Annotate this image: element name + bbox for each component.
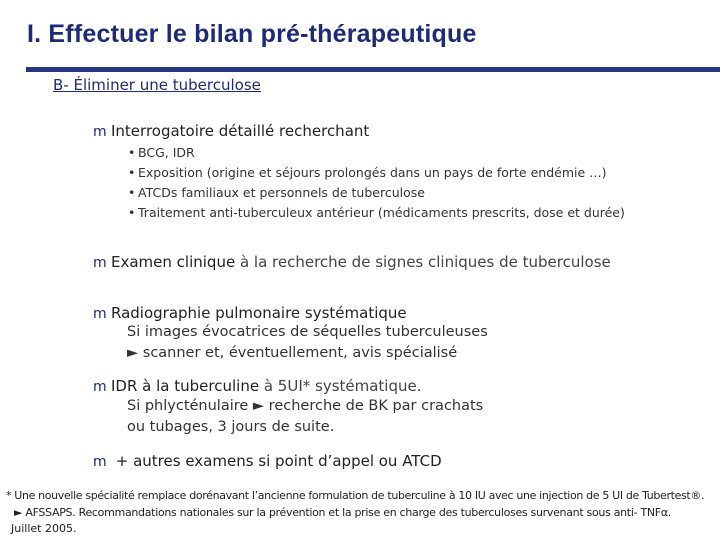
sub-item — [128, 165, 607, 180]
sub-item — [128, 145, 195, 160]
section-subtitle: B- Éliminer une tuberculose — [53, 76, 261, 94]
page-title: I. Effectuer le bilan pré-thérapeutique — [27, 20, 477, 48]
item-label-rest: à 5UI* systématique. — [259, 377, 422, 395]
bullet-icon: m — [93, 124, 107, 140]
list-item-idr — [93, 377, 422, 395]
item-label: + autres examens si point d’appel ou ATCD — [111, 452, 442, 470]
list-item-interrogatoire — [93, 122, 369, 140]
item-label: Radiographie pulmonaire systématique — [111, 304, 407, 322]
sub-item-text: ATCDs familiaux et personnels de tuberculose — [138, 185, 425, 200]
bullet-icon: m — [93, 255, 107, 271]
item-label-strong: Examen clinique — [111, 253, 236, 271]
item-continuation: Si images évocatrices de séquelles tuberculeuses — [127, 324, 488, 340]
item-label-strong: IDR à la tuberculine — [111, 377, 260, 395]
sub-item — [128, 205, 625, 220]
title-divider — [26, 67, 720, 72]
sub-bullet-icon: • — [128, 205, 136, 220]
bullet-icon: m — [93, 454, 107, 470]
footnote-line: Juillet 2005. — [11, 522, 77, 535]
footnote-line: * Une nouvelle spécialité remplace dorénavant l’ancienne formulation de tuberculine à 10 IU avec une injection de 5 UI de Tubertest®. — [6, 489, 705, 502]
list-item-radiographie — [93, 304, 407, 322]
sub-item-text: Exposition (origine et séjours prolongés dans un pays de forte endémie …) — [138, 165, 607, 180]
item-continuation: ou tubages, 3 jours de suite. — [127, 419, 335, 435]
sub-bullet-icon: • — [128, 185, 136, 200]
sub-item-text: BCG, IDR — [138, 145, 195, 160]
item-continuation: ► scanner et, éventuellement, avis spécialisé — [127, 345, 458, 361]
sub-item-text: Traitement anti-tuberculeux antérieur (médicaments prescrits, dose et durée) — [138, 205, 625, 220]
item-label: Interrogatoire détaillé recherchant — [111, 122, 370, 140]
list-item-autres — [93, 452, 442, 470]
bullet-icon: m — [93, 306, 107, 322]
item-continuation: Si phlycténulaire ► recherche de BK par crachats — [127, 398, 484, 414]
sub-item — [128, 185, 425, 200]
sub-bullet-icon: • — [128, 165, 136, 180]
sub-bullet-icon: • — [128, 145, 136, 160]
list-item-examen — [93, 253, 611, 271]
footnote-line: ► AFSSAPS. Recommandations nationales sur la prévention et la prise en charge des tuberculoses survenant sous anti- TNFα. — [14, 506, 671, 519]
bullet-icon: m — [93, 379, 107, 395]
item-label-rest: à la recherche de signes cliniques de tuberculose — [235, 253, 611, 271]
